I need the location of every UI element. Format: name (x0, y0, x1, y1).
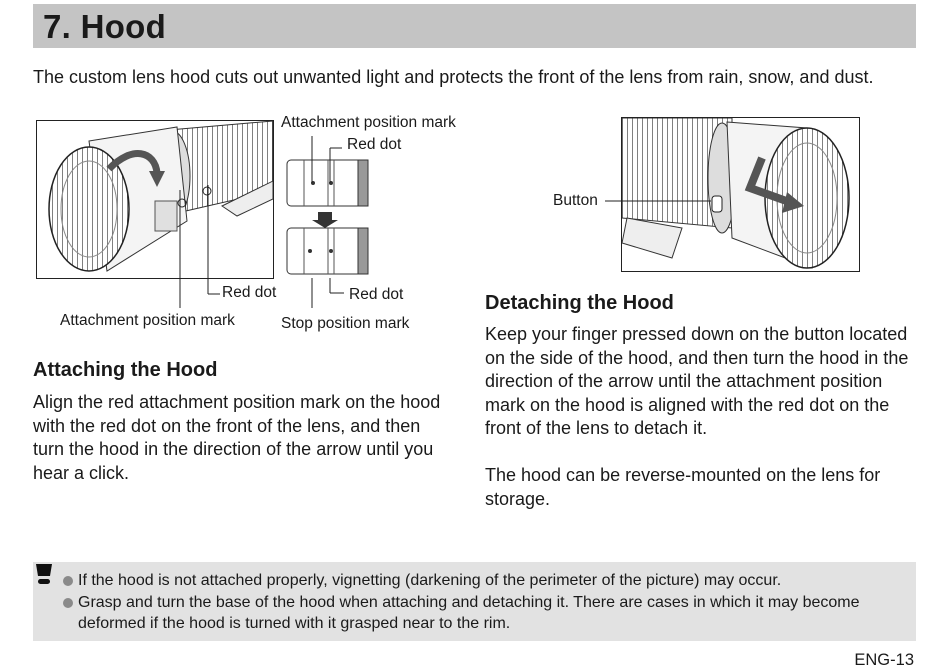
caution-item: If the hood is not attached properly, vignetting (darkening of the perimeter of the picture) may occur. (63, 570, 913, 591)
intro-text: The custom lens hood cuts out unwanted light and protects the front of the lens from rain, snow, and dust. (33, 67, 874, 87)
button-leader-line (605, 196, 715, 208)
section-title-bar (33, 4, 916, 48)
label-button: Button (553, 192, 598, 209)
page-number: ENG-13 (854, 651, 914, 669)
attach-leader-lines (170, 180, 230, 320)
label-red-dot-main: Red dot (222, 284, 277, 301)
caution-item: Grasp and turn the base of the hood when attaching and detaching it. There are cases in which it may become deformed if the hood is turned with it grasped near to the rim. (63, 592, 913, 634)
page-title: 7. Hood (43, 8, 167, 45)
diagram-leader-lines (300, 128, 360, 308)
label-attachment-mark-top: Attachment position mark (281, 114, 456, 131)
label-red-dot-lower: Red dot (349, 286, 404, 303)
storage-text: The hood can be reverse-mounted on the lens for storage. (485, 465, 881, 509)
label-red-dot-top: Red dot (347, 136, 402, 153)
attach-illustration (36, 120, 274, 279)
label-stop-mark: Stop position mark (281, 315, 410, 332)
detaching-heading: Detaching the Hood (485, 292, 674, 314)
caution-icon (33, 562, 55, 586)
detach-illustration (621, 117, 860, 272)
caution-box (33, 562, 916, 641)
label-attachment-mark-bottom: Attachment position mark (60, 312, 235, 329)
attaching-text: Align the red attachment position mark on the hood with the red dot on the front of the lens, and then turn the hood in the direction of the arrow until you hear a click. (33, 392, 441, 483)
caution-list (63, 570, 913, 635)
attaching-heading: Attaching the Hood (33, 359, 218, 381)
detaching-text: Keep your finger pressed down on the button located on the side of the hood, and then turn the hood in the direction of the arrow until the attachment position mark on the hood is aligned with the red dot on the front of the lens to detach it. (485, 324, 909, 438)
